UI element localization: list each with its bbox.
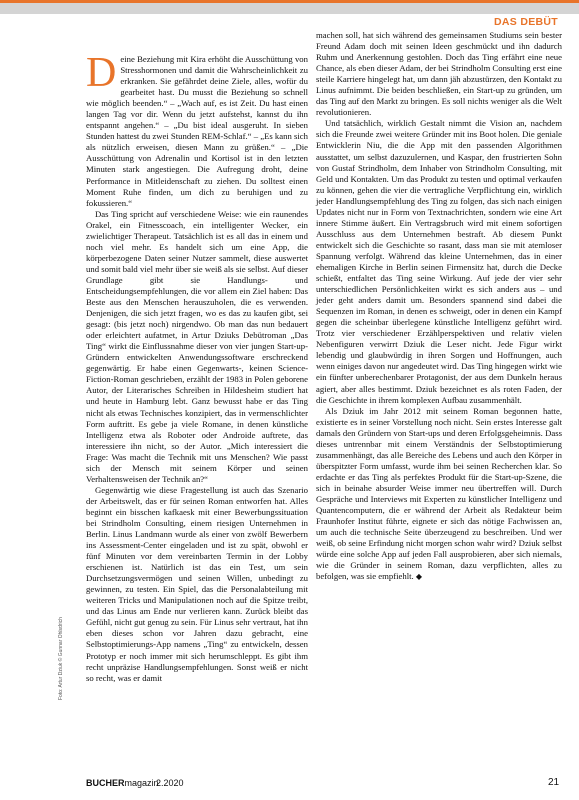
article-paragraph: Gegenwärtig wie diese Fragestellung ist auch das Szenario der Arbeitswelt, das er für seinen Roman entworfen hat. Alles beginnt ein bisschen kafkaesk mit einer Bewerbungssituation bei Strindholm Consulting, einem riesigen Unternehmen in Berlin. Linus Landmann wurde als einer von zwölf Bewerbern ins Assessment-Center eingeladen und ist zu spät, obwohl er fünf Minuten vor dem vereinbarten Termin in der Lobby erschienen ist. Natürlich ist das ein Test, um sein Durchsetzungsvermögen und seinen Willen, unbedingt zu gewinnen, zu testen. Ein Spiel, das die Personalabteilung mit weiteren Tricks und Manipulationen noch auf die Spitze treibt, und das Linus am Ende nur verlieren kann. Zurück bleibt das Gefühl, nicht gut genug zu sein. Für Linus sehr vertraut, hat ihn eben dieses schon vor Jahren dazu gebracht, eine Selbstoptimierungs-App namens „Ting“ zu entwickeln, dessen Prototyp er noch immer mit sich herumschleppt. Es gibt ihm recht unpräzise Handlungsempfehlungen. Sonst weiß er nicht so recht, was er damit [86, 484, 308, 683]
top-bar [0, 0, 579, 14]
magazine-brand [86, 778, 159, 788]
article-column-left [86, 50, 308, 684]
page-footer [0, 770, 579, 800]
article-paragraph: Und tatsächlich, wirklich Gestalt nimmt die Vision an, nachdem sich die Freunde zwei weitere Gründer mit ins Boot holen. Die geniale Entwicklerin Niu, die die App mit den passenden Algorithmen ausstattet, um selbst dazuzulernen, und Kaspar, den frustrierten Sohn von Gustaf Strindholm, dem Inhaber von Strindholm Consulting, mit Geld und Kontakten. Um das Produkt zu testen und optimal verkaufen zu können, gehen die vier die vertragliche Verpflichtung ein, wirklich jeder Handlungsempfehlung des Ting zu folgen, das sich nach einigen Updates nicht nur in Form von Textnachrichten, sondern wie eine Art innere Stimme äußert. Ein Vertragsbruch wird mit einem sofortigen Ausschluss aus dem Unternehmen bestraft. Ab diesem Punkt entwickelt sich die Geschichte so rasant, dass man sie mit atemloser Spannung verfolgt. Während das kleine Unternehmen, das in einer ehemaligen Kirche in Berlin seinen Firmensitz hat, durch die Decke schießt, entfaltet das Ting seine Wirkung. Auf jede der vier sehr unterschiedlichen Persönlichkeiten wirkt es sich anders aus – und jeder geht anders damit um. Besonders spannend sind dabei die Sequenzen im Roman, in denen es schweigt, oder in denen ein Kampf gegen die scheinbar überlegene künstliche Intelligenz geführt wird. Trotz vier verschiedener Erzählperspektiven und relativ vielen Nebenfiguren verwirrt Dziuk die Leser nicht. Jede Figur wirkt lebendig und glaubwürdig in ihren Sorgen und Hoffnungen, auch wenn einiges davon nur angedeutet wird. Das Ting hingegen wirkt wie ein fünfter unberechenbarer Protagonist, der aus dem Dunkeln heraus agiert, aber alles bestimmt. Dziuk bezeichnet es als roten Faden, der die Geschichte in ihrem komplexen Aufbau zusammenhält. [316, 118, 562, 405]
photo-credit: Foto: Artur Dziuk © Gunnar Ohlsdrich [58, 617, 64, 700]
article-paragraph [316, 406, 562, 583]
paragraph-text: eine Beziehung mit Kira erhöht die Ausschüttung von Stresshormonen und damit die Wahrscheinlichkeit zu erkranken. Sie gefährdet deine Ziele, alles, wofür du gearbeitet hast. Du musst die Beziehung so schnell wie möglich beenden.“ – „Wach auf, es ist Zeit. Du hast einen langen Tag vor dir. Wenn du jetzt aufstehst, kannst du ihn entspannt angehen.“ – „Du bist ideal ausgeruht. In sieben Stunden hattest du zwei Stunden REM-Schlaf.“ – „Es kann sich als nützlich erweisen, diesen Mann zu grüßen.“ – „Die Ausschüttung von Adrenalin und Kortisol ist in den letzten Minuten stark angestiegen. Die Aufregung droht, deine Performance in Mitleidenschaft zu ziehen. Du solltest einen Moment Ruhe finden, um dich zu beruhigen und zu fokussieren.“ [86, 54, 308, 208]
article-column-right [316, 30, 562, 582]
article-paragraph [86, 50, 308, 209]
brand-light: magazin [124, 778, 159, 788]
top-accent-line [0, 0, 579, 3]
issue-number: 2.2020 [156, 778, 184, 788]
article-paragraph: machen soll, hat sich während des gemeinsamen Studiums sein bester Freund Adam doch mit seinen Ideen geschmückt und ihn dadurch Ruhm und Anerkennung gestohlen. Doch das Ting erfährt eine neue Chance, als eben dieser Adam, der bei Strindholm Consulting erst eine steile Karriere hingelegt hat, um dann jäh abzustürzen, den Kontakt zu Linus aufnimmt. Die beiden beschließen, ein Start-up zu gründen, um das Ting auf den Markt zu bringen. Es soll nichts weniger als die Welt revolutionieren. [316, 30, 562, 118]
brand-bold: BUCHER [86, 778, 125, 788]
paragraph-text: Als Dziuk im Jahr 2012 mit seinem Roman begonnen hatte, existierte es in seiner Vorstellung noch nicht. Sein erstes Interesse galt damals den Gründern von Start-ups und deren Erfolgsgeheimnis. Dass dieses untrennbar mit einem Verständnis der Selbstoptimierung zusammenhängt, das alle Bereiche des Lebens und auch den Körper in überspitzter Form umfasst, wurde ihm bei seinen Recherchen klar. So erdachte er das Ting als perfektes Produkt für die Start-up-Szene, die sich in beinahe absurder Weise immer neu übertreffen will. Durch Gespräche und Interviews mit Experten zu künstlicher Intelligenz und Quantencomputern, die er während der Arbeit als Redakteur beim Fraunhofer Institut führte, eignete er sich das nötige Fachwissen an, um auch die technische Seite überzeugend zu beschreiben. Und wer weiß, ob seine Erfindung nicht morgen schon wahr wird? Dziuk selbst würde eine solche App auf jeden Fall ausprobieren, aber sich niemals, wie die Gründer in seinem Roman, dazu verpflichten, alles zu befolgen, was sie empfiehlt. [316, 405, 562, 582]
end-mark-icon: ◆ [415, 572, 423, 582]
article-paragraph: Das Ting spricht auf verschiedene Weise: wie ein raunendes Orakel, ein Fitnesscoach, ein intelligenter Wecker, ein zwielichtiger Therapeut. Tatsächlich ist es all das in einem und noch viel mehr. Es handelt sich um eine App, die körperbezogene Daten seiner Nutzer sammelt, diese auswertet und somit bald viel mehr über sie weiß als sie selbst. Auf dieser Grundlage gibt sie Handlungs- und Entscheidungsempfehlungen, die vor allem ein Ziel haben: Das Beste aus den Menschen herauszuholen, die es verwenden. Denjenigen, die sich jetzt fragen, wo es das zu kaufen gibt, sei gesagt: (bis jetzt noch) nirgendwo. Ob man das nun bedauert oder erleichtert aufatmet, in Artur Dziuks Debütroman „Das Ting“ wirkt die Einflussnahme dieser von vier jungen Start-up-Gründern entwickelten Anwendungssoftware erschreckend gegenwärtig. Er habe einen Gegenwarts-, keinen Science-Fiction-Roman geschrieben, erzählt der 1983 in Polen geborene Autor, der Literarisches Schreiben in Hildesheim studiert hat und heute in Hamburg lebt. Ganz bewusst habe er das Ting nicht als etwas Technisches konzipiert, das in vermenschlichter Form auftritt. Es gebe ja viele Romane, in denen künstliche Intelligenz etwa als Roboter oder Androide auftrete, das interessiere ihn nicht, so der Autor. „Mich interessiert die Frage: Was macht die Technik mit uns Menschen? Wie passt sich der Mensch mit seinem Körper und seinen Verhaltensweisen der Technik an?“ [86, 208, 308, 484]
dropcap: D [86, 50, 117, 96]
page-number: 21 [548, 777, 560, 788]
section-label: DAS DEBÜT [494, 16, 558, 28]
